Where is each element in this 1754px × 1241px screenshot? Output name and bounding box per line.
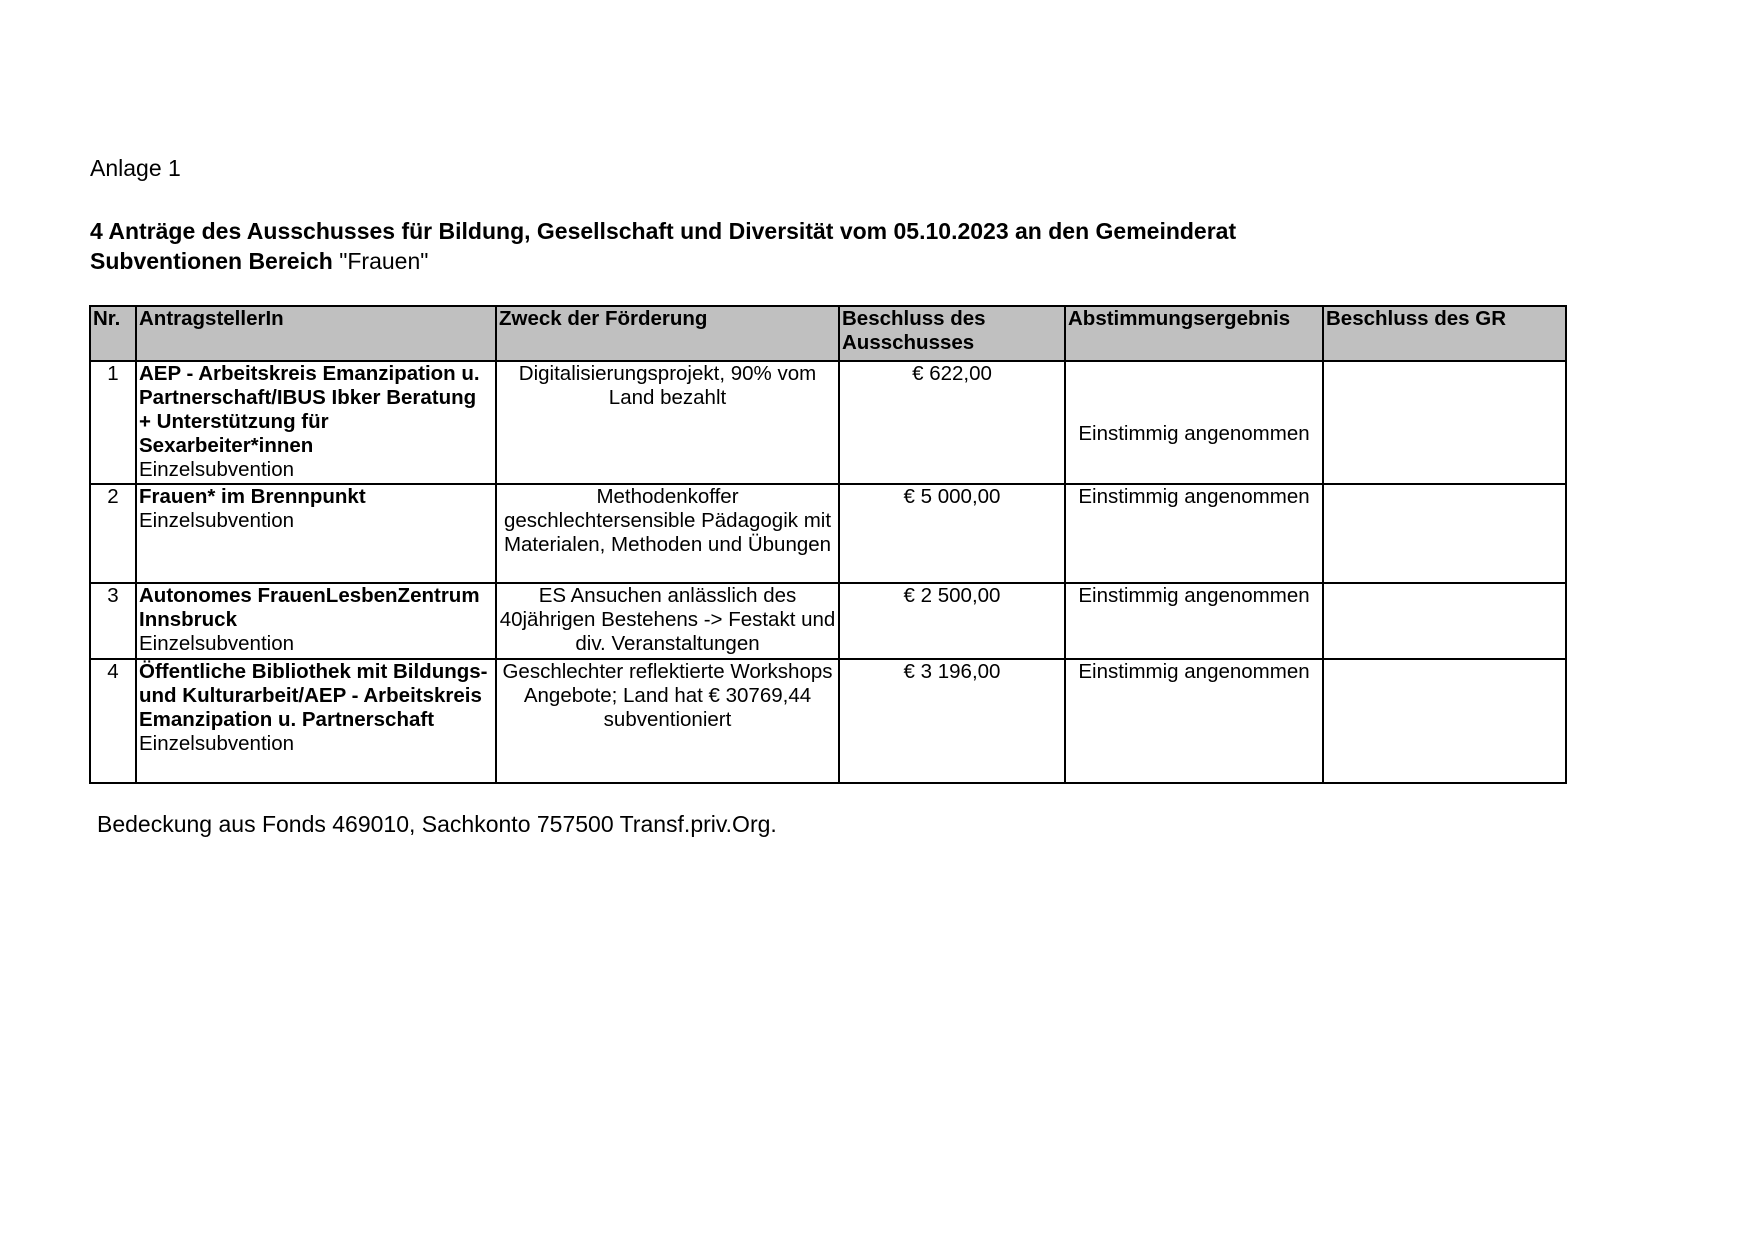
- heading-title: 4 Anträge des Ausschusses für Bildung, Gesellschaft und Diversität vom 05.10.2023 an den Gemeinderat: [90, 218, 1237, 244]
- row-applicant: [136, 659, 496, 783]
- row-vote-result: Einstimmig angenommen: [1065, 583, 1323, 659]
- applicant-name: Öffentliche Bibliothek mit Bildungs- und Kulturarbeit/AEP - Arbeitskreis Emanzipation u. Partnerschaft: [139, 660, 488, 731]
- table-row: [90, 583, 1566, 659]
- header-zweck: Zweck der Förderung: [496, 306, 839, 361]
- header-beschluss-gr: Beschluss des GR: [1323, 306, 1566, 361]
- table-row: [90, 484, 1566, 583]
- row-nr: 2: [90, 484, 136, 583]
- row-applicant: [136, 583, 496, 659]
- applicant-name: Autonomes FrauenLesbenZentrum Innsbruck: [139, 584, 480, 631]
- applicant-type: Einzelsubvention: [139, 732, 294, 755]
- row-purpose: Digitalisierungsprojekt, 90% vom Land bezahlt: [496, 361, 839, 484]
- document-heading: [90, 216, 1236, 276]
- row-amount: € 3 196,00: [839, 659, 1065, 783]
- applicant-type: Einzelsubvention: [139, 632, 294, 655]
- annex-label: Anlage 1: [90, 155, 181, 181]
- funding-note: Bedeckung aus Fonds 469010, Sachkonto 757500 Transf.priv.Org.: [97, 811, 777, 837]
- row-council-decision: [1323, 484, 1566, 583]
- row-council-decision: [1323, 583, 1566, 659]
- applicant-name: Frauen* im Brennpunkt: [139, 485, 366, 508]
- header-nr: Nr.: [90, 306, 136, 361]
- header-antragsteller: AntragstellerIn: [136, 306, 496, 361]
- table-header-row: [90, 306, 1566, 361]
- row-amount: € 2 500,00: [839, 583, 1065, 659]
- row-vote-result: Einstimmig angenommen: [1065, 659, 1323, 783]
- row-amount: € 622,00: [839, 361, 1065, 484]
- header-beschluss: [839, 306, 1065, 361]
- table-row: [90, 659, 1566, 783]
- applicant-type: Einzelsubvention: [139, 509, 294, 532]
- applicant-type: Einzelsubvention: [139, 458, 294, 481]
- subsidy-table: [89, 305, 1567, 784]
- row-nr: 3: [90, 583, 136, 659]
- row-council-decision: [1323, 659, 1566, 783]
- row-vote-result: Einstimmig angenommen: [1065, 484, 1323, 583]
- row-amount: € 5 000,00: [839, 484, 1065, 583]
- row-purpose: Methodenkoffer geschlechtersensible Pädagogik mit Materialen, Methoden und Übungen: [496, 484, 839, 583]
- row-vote-result: Einstimmig angenommen: [1065, 361, 1323, 484]
- header-beschluss-line2: Ausschusses: [842, 331, 975, 354]
- row-applicant: [136, 484, 496, 583]
- header-beschluss-line1: Beschluss des: [842, 307, 986, 330]
- heading-subtitle-bold: Subventionen Bereich: [90, 248, 333, 274]
- header-abstimmung: Abstimmungsergebnis: [1065, 306, 1323, 361]
- row-purpose: Geschlechter reflektierte Workshops Angebote; Land hat € 30769,44 subventioniert: [496, 659, 839, 783]
- applicant-name: AEP - Arbeitskreis Emanzipation u. Partnerschaft/IBUS Ibker Beratung + Unterstützung für Sexarbeiter*innen: [139, 362, 480, 457]
- table-row: [90, 361, 1566, 484]
- row-nr: 1: [90, 361, 136, 484]
- row-purpose: ES Ansuchen anlässlich des 40jährigen Bestehens -> Festakt und div. Veranstaltungen: [496, 583, 839, 659]
- heading-subtitle-rest: "Frauen": [332, 248, 429, 274]
- row-council-decision: [1323, 361, 1566, 484]
- heading-subtitle: [90, 246, 1236, 276]
- row-nr: 4: [90, 659, 136, 783]
- row-applicant: [136, 361, 496, 484]
